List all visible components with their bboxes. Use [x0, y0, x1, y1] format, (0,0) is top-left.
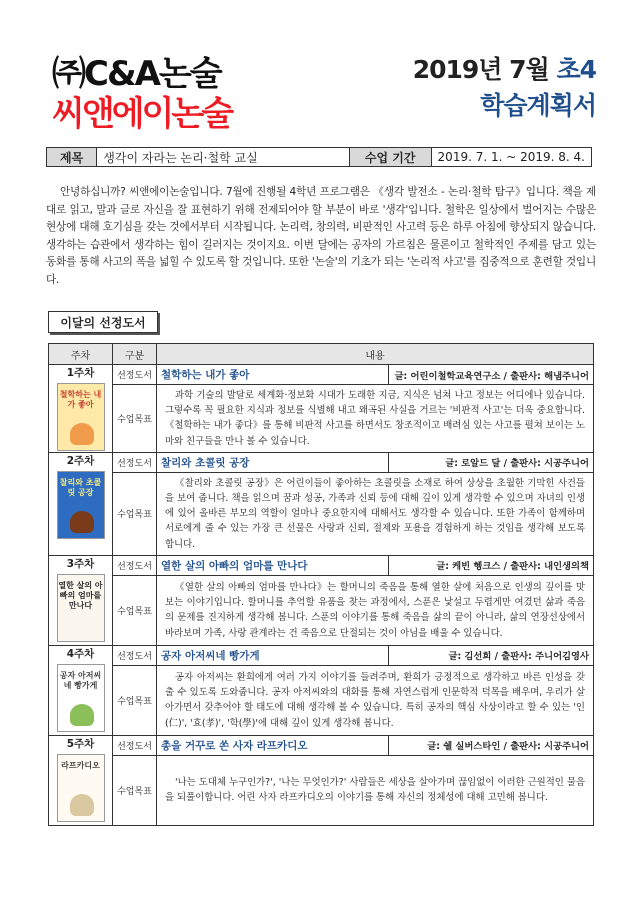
book-author: 글: 김선희 / 출판사: 주니어김영사 — [389, 645, 594, 665]
week-cell — [49, 365, 113, 453]
lesson-goal: 과학 기술의 발달로 세계화·정보화 시대가 도래한 지금, 지식은 넘쳐 나고 정보는 어디에나 있습니다. 그렇수록 꼭 필요한 지식과 정보를 식별해 내고 왜곡된 사실을 거르는 '비판적 사고'는 더욱 중요합니다. 《철학하는 내가 좋다》를 통해 비판적 사고를 하면서도 창조적이고 배려심 있는 사고를 펼쳐 보이는 노마와 친구들을 만나 볼 수 있습니다. — [157, 385, 594, 453]
week-cell — [49, 735, 113, 825]
book-label: 선정도서 — [113, 735, 157, 755]
book-author: 글: 쉘 실버스타인 / 출판사: 시공주니어 — [389, 735, 594, 755]
table-row — [49, 385, 594, 453]
table-row — [49, 645, 594, 665]
book-cover-image — [57, 574, 105, 642]
book-label: 선정도서 — [113, 365, 157, 385]
book-title: 철학하는 내가 좋아 — [157, 365, 389, 385]
table-row — [49, 755, 594, 825]
table-row — [49, 555, 594, 575]
week-label: 3주차 — [66, 557, 95, 570]
cover-figure — [70, 704, 94, 726]
company-logo-korean: 씨앤에이논술 — [52, 94, 232, 134]
week-label: 2주차 — [66, 454, 95, 467]
week-label: 5주차 — [66, 737, 95, 750]
week-cell — [49, 555, 113, 645]
goal-label: 수업목표 — [113, 575, 157, 645]
table-header-row — [49, 344, 594, 365]
book-title: 공자 아저씨네 빵가게 — [157, 645, 389, 665]
cover-title: 찰리와 초콜릿 공장 — [59, 477, 102, 497]
book-author: 글: 어린이철학교육연구소 / 출판사: 해냄주니어 — [389, 365, 594, 385]
book-cover-image — [57, 383, 105, 451]
grade-label: 초4 — [556, 55, 596, 84]
cover-figure — [70, 423, 94, 445]
table-row — [49, 665, 594, 735]
book-title: 총을 거꾸로 쏜 사자 라프카디오 — [157, 735, 389, 755]
table-row — [49, 575, 594, 645]
lesson-goal: 《찰리와 초콜릿 공장》은 어린이들이 좋아하는 초콜릿을 소재로 하여 상상을 초월한 기막힌 사건들을 보여 줍니다. 책을 읽으며 꿈과 성공, 가족과 신뢰 등에 대해 깊이 있게 생각할 수 있으며 자녀의 인생에 있어 올바른 부모의 역할이 얼마나 중요한지에 대해서도 생각할 수 있습니다. 또한 가족이 함께하며 서로에게 줄 수 있는 가장 큰 선물은 사랑과 신뢰, 절제와 포용을 경험하게 하는 것임을 생각해 보도록 합니다. — [157, 472, 594, 555]
week-label: 4주차 — [66, 647, 95, 660]
book-cover-image — [57, 754, 105, 822]
table-row — [49, 452, 594, 472]
header-type: 구분 — [113, 344, 157, 365]
book-title: 열한 살의 아빠의 엄마를 만나다 — [157, 555, 389, 575]
cover-title: 라프카디오 — [61, 760, 100, 770]
header-content: 내용 — [157, 344, 594, 365]
table-row — [49, 472, 594, 555]
goal-label: 수업목표 — [113, 665, 157, 735]
book-label: 선정도서 — [113, 645, 157, 665]
section-title: 이달의 선정도서 — [48, 311, 158, 333]
header-week: 주차 — [49, 344, 113, 365]
intro-paragraph: 안녕하십니까? 씨앤에이논술입니다. 7월에 진행될 4학년 프로그램은 《생각 발전소 - 논리·철학 탐구》입니다. 책을 제대로 읽고, 말과 글로 자신을 잘 표현하기 위해 전제되어야 할 부분이 바로 '생각'입니다. 철학은 일상에서 벌어지는 수많은 현상에 대해 호기심을 갖는 것에서부터 시작됩니다. 논리력, 창의력, 비판적인 사고력 등은 하루 아침에 향상되지 않습니다. 생각하는 습관에서 생각하는 힘이 길러지는 것이지요. 이번 달에는 공자의 가르침은 물론이고 철학적인 주제를 담고 있는 동화를 통해 사고의 폭을 넓힐 수 있도록 할 것입니다. 또한 '논술'의 기초가 되는 '논리적 사고'를 집중적으로 훈련할 것입니다. — [46, 186, 596, 286]
info-bar — [46, 147, 592, 167]
lesson-goal: '나는 도대체 누구인가?', '나는 무엇인가?' 사람들은 세상을 살아가며 끊임없이 이러한 근원적인 물음을 되풀이합니다. 어린 사자 라프카디오의 이야기를 통해 자신의 정체성에 대해 고민해 봅니다. — [157, 755, 594, 825]
book-cover-image — [57, 471, 105, 539]
week-cell — [49, 645, 113, 735]
cover-title: 철학하는 내가 좋아 — [59, 390, 102, 409]
book-label: 선정도서 — [113, 452, 157, 472]
document-type-title: 학습계획서 — [480, 91, 596, 120]
table-row — [49, 365, 594, 385]
week-cell — [49, 452, 113, 555]
company-logo: ㈜C&A논술 — [52, 54, 221, 94]
lesson-goal: 《열한 살의 아빠의 엄마를 만나다》는 할머니의 죽음을 통해 열한 살에 처음으로 인생의 깊이를 맛보는 이야기입니다. 할머니를 추억할 유품을 찾는 과정에서, 스푼은 낯설고 두렵게만 여겼던 삶과 죽음의 문제를 진지하게 생각해 봅니다. 스푼의 이야기를 통해 죽음을 삶의 끝이 아니라, 삶의 연장선상에서 바라보며 가족, 사랑 관계라는 건 죽음으로 단절되는 것이 아님을 배울 수 있습니다. — [157, 575, 594, 645]
topic-value: 생각이 자라는 논리·철학 교실 — [97, 148, 350, 166]
cover-figure — [70, 511, 94, 533]
cover-title: 공자 아저씨네 빵가게 — [59, 670, 102, 690]
lesson-goal: 공자 아저씨는 환희에게 여러 가지 이야기를 들려주며, 환희가 긍정적으로 생각하고 바른 인성을 갖출 수 있도록 도와줍니다. 공자 아저씨와의 대화를 통해 자연스럽게 인문학적 덕목을 배우며, 우리가 살아가면서 갖추어야 할 태도에 대해 생각해 볼 수 있습니다. 특히 공자의 핵심 사상이라고 할 수 있는 '인(仁)', '효(孝)', '학(學)'에 대해 깊이 있게 생각해 봅니다. — [157, 665, 594, 735]
table-row — [49, 735, 594, 755]
period-label: 수업 기간 — [350, 148, 432, 166]
cover-figure — [70, 794, 94, 816]
cover-title: 열한 살의 아빠의 엄마를 만나다 — [58, 580, 103, 610]
book-author: 글: 로알드 달 / 출판사: 시공주니어 — [389, 452, 594, 472]
period-value: 2019. 7. 1. ~ 2019. 8. 4. — [437, 150, 585, 164]
goal-label: 수업목표 — [113, 755, 157, 825]
topic-label: 제목 — [47, 148, 97, 166]
period-title: 2019년 7월 — [412, 55, 549, 84]
book-label: 선정도서 — [113, 555, 157, 575]
book-table — [48, 343, 594, 826]
goal-label: 수업목표 — [113, 472, 157, 555]
book-title: 찰리와 초콜릿 공장 — [157, 452, 389, 472]
document-period-grade — [413, 50, 596, 86]
week-label: 1주차 — [66, 367, 95, 379]
book-author: 글: 케빈 헹크스 / 출판사: 내인생의책 — [389, 555, 594, 575]
book-cover-image — [57, 664, 105, 732]
goal-label: 수업목표 — [113, 385, 157, 453]
